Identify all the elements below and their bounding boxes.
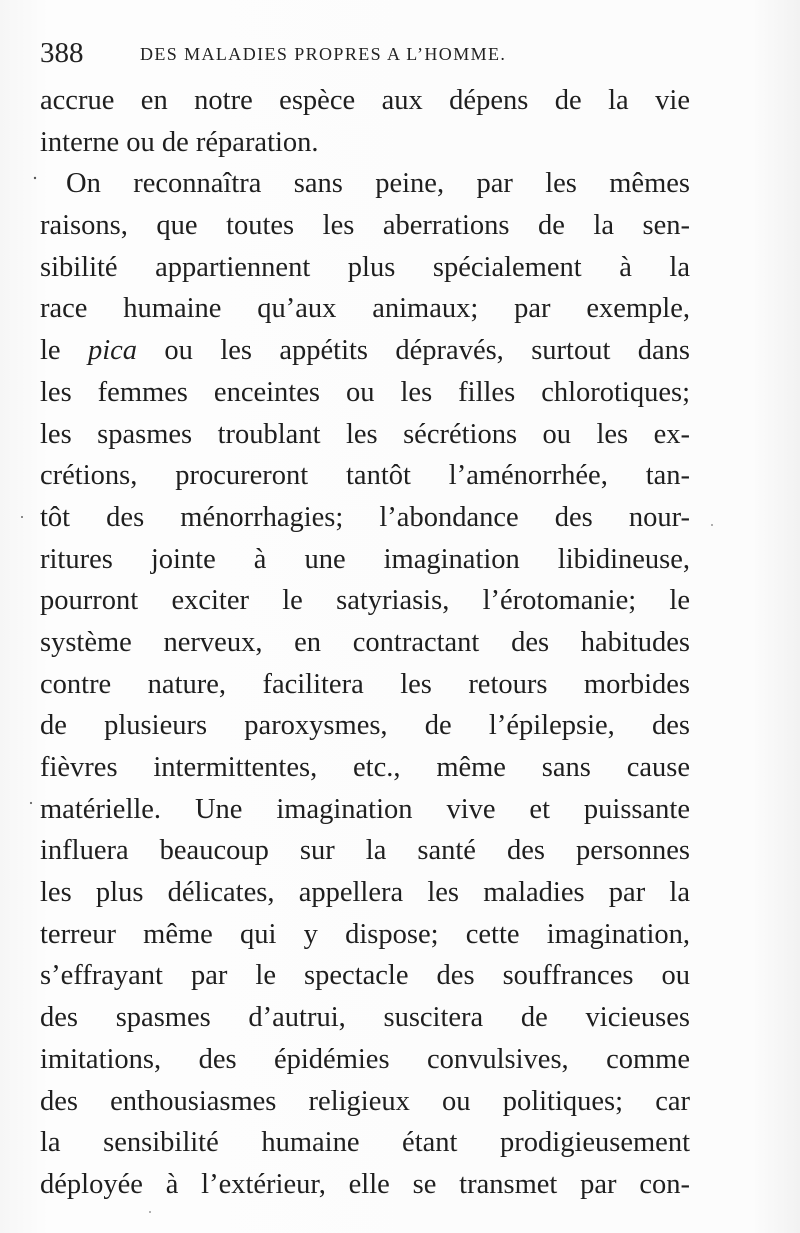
text-line-12: ritures jointe à une imagination libidineuse, [40,543,690,575]
text-line-13: pourront exciter le satyriasis, l’érotomanie; le [40,585,690,617]
body-text [40,80,690,1206]
text-line-27: déployée à l’extérieur, elle se transmet par con- [40,1168,690,1200]
text-line-3: On reconnaîtra sans peine, par les mêmes [66,168,690,200]
text-line-2: interne ou de réparation. [40,126,319,158]
text-line-25: des enthousiasmes religieux ou politiques; car [40,1085,690,1117]
page-header [40,36,760,70]
text-line-22: s’effrayant par le spectacle des souffrances ou [40,960,690,992]
text-line-23: des spasmes d’autrui, suscitera de vicieuses [40,1002,690,1034]
text-line-1: accrue en notre espèce aux dépens de la vie [40,85,690,116]
text-line-8: les femmes enceintes ou les filles chlorotiques; [40,376,690,408]
text-line-17: fièvres intermittentes, etc., même sans cause [40,752,690,783]
text-line-14: système nerveux, en contractant des habitudes [40,626,690,658]
text-line-15: contre nature, facilitera les retours morbides [40,668,690,700]
text-line-9: les spasmes troublant les sécrétions ou les ex- [40,418,690,450]
ink-speck [149,1211,151,1213]
text-line-5: sibilité appartiennent plus spécialement à la [40,251,690,283]
text-line-7-start: le [40,335,88,367]
text-line-20: les plus délicates, appellera les maladies par la [40,877,690,909]
running-head: DES MALADIES PROPRES A L’HOMME. [140,44,507,64]
ink-speck [30,802,32,804]
text-line-11: tôt des ménorrhagies; l’abondance des nour- [40,501,690,533]
text-line-18: matérielle. Une imagination vive et puissante [40,793,690,825]
text-line-24: imitations, des épidémies convulsives, comme [40,1043,690,1075]
text-line-21: terreur même qui y dispose; cette imagination, [40,918,690,950]
text-line-19: influera beaucoup sur la santé des personnes [40,835,690,867]
text-line-7 [40,330,690,372]
italic-word-pica: pica [87,335,138,367]
text-line-7-rest: ou les appétits dépravés, surtout dans [137,335,690,367]
text-line-26: la sensibilité humaine étant prodigieusement [40,1127,690,1159]
page-number: 388 [40,37,84,69]
text-line-6: race humaine qu’aux animaux; par exemple, [40,293,690,325]
ink-speck [34,177,36,179]
ink-speck [711,524,713,526]
text-line-16: de plusieurs paroxysmes, de l’épilepsie, des [40,710,690,742]
ink-speck [21,516,23,518]
text-line-10: crétions, procureront tantôt l’aménorrhée, tan- [40,460,690,492]
text-line-4: raisons, que toutes les aberrations de la sen- [40,210,690,242]
